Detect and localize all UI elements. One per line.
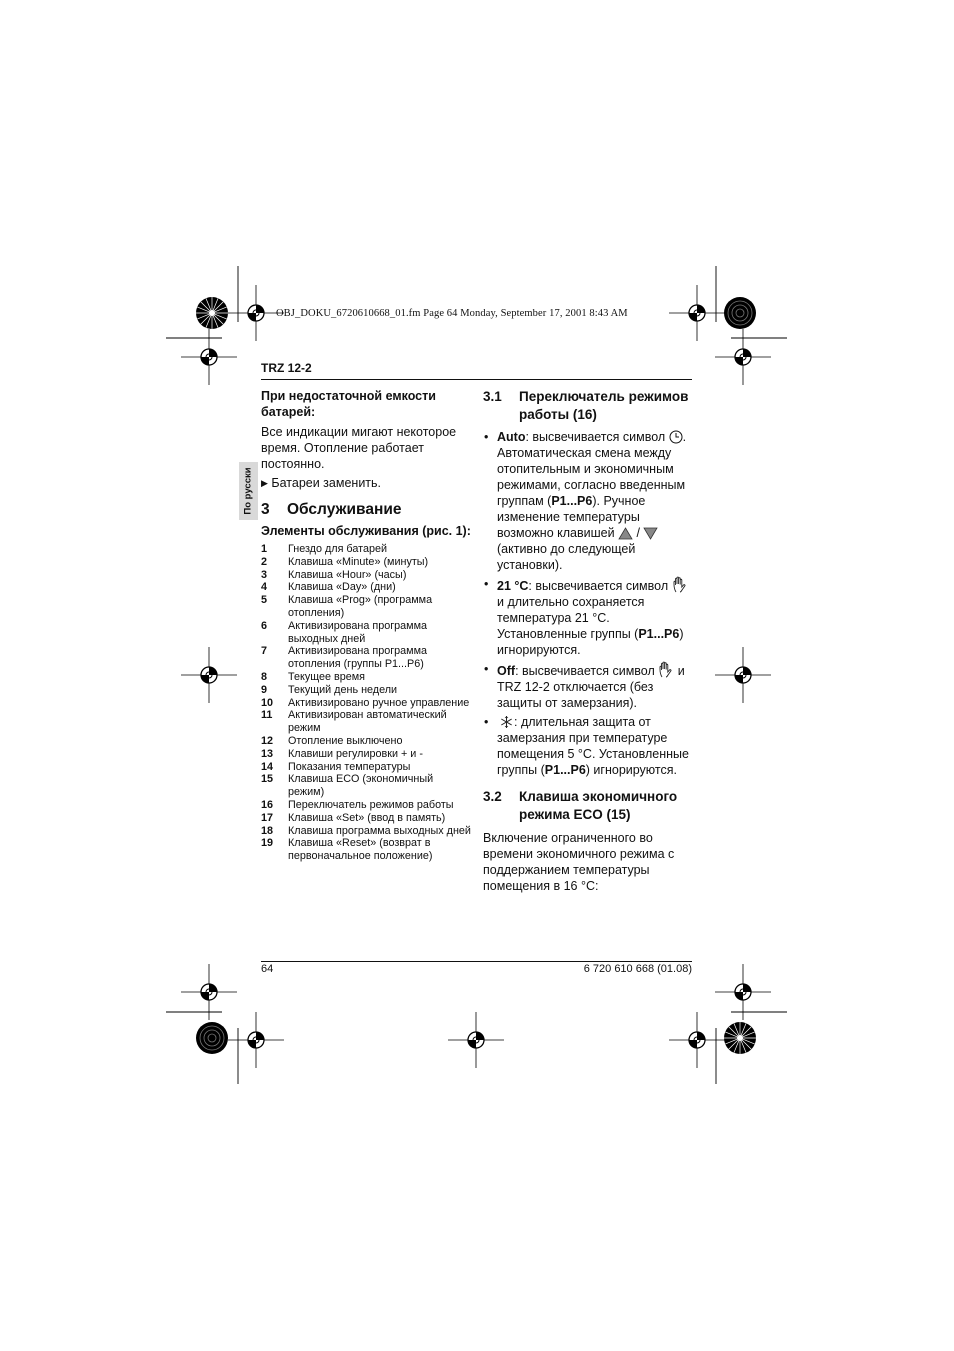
list-item-number: 18 <box>261 824 274 837</box>
list-item-text: Активизировано ручное управление <box>288 696 470 709</box>
mode-auto-item <box>483 429 695 573</box>
page-number: 64 <box>261 963 274 975</box>
language-tab-label: По русски <box>242 467 254 515</box>
list-item <box>261 645 471 671</box>
list-item-number: 3 <box>261 568 268 581</box>
section-3-1-heading <box>483 388 695 424</box>
list-item <box>261 594 471 620</box>
hand-icon <box>658 661 674 678</box>
list-item-text: Текущий день недели <box>288 683 398 696</box>
section-3-2-heading <box>483 788 695 824</box>
list-item-text: Клавиша «Reset» (возврат в первоначальное положение) <box>288 837 433 863</box>
list-item-number: 4 <box>261 581 268 594</box>
c21-label: 21 °C <box>497 579 529 593</box>
battery-action <box>261 475 471 491</box>
list-item <box>261 684 471 697</box>
eco-text: Включение ограниченного во времени экономичного режима с поддержанием температуры помещения в 16 °C: <box>483 831 675 893</box>
list-item-number: 14 <box>261 760 274 773</box>
auto-text-2: . Автоматическая смена между отопительным и экономичным режимами, согласно введенным группам ( <box>497 430 687 508</box>
right-column <box>483 388 695 894</box>
section-3-2-number: 3.2 <box>483 789 502 804</box>
list-item-number: 13 <box>261 747 274 760</box>
list-item-number: 17 <box>261 811 274 824</box>
list-item-number: 6 <box>261 619 268 632</box>
list-item-number: 5 <box>261 594 268 607</box>
list-item-text: Активизирован автоматический режим <box>288 709 447 735</box>
arrow-down-key-icon <box>643 527 658 540</box>
list-item-text: Клавиша «Day» (дни) <box>288 581 396 594</box>
section-title: Обслуживание <box>287 501 402 518</box>
list-item-text: Гнездо для батарей <box>288 543 388 555</box>
list-item <box>261 799 471 812</box>
list-item <box>261 825 471 838</box>
model-header: TRZ 12-2 <box>261 361 312 375</box>
hand-icon <box>672 576 688 593</box>
list-item-text: Активизирована программа выходных дней <box>288 619 428 645</box>
snowflake-icon <box>499 715 514 729</box>
list-item <box>261 556 471 569</box>
section-3-2-title: Клавиша экономичного режима ECO (15) <box>519 789 678 822</box>
c21-text-1: : высвечивается символ <box>528 579 672 593</box>
list-item <box>261 569 471 582</box>
list-item-number: 10 <box>261 696 274 709</box>
list-item <box>261 812 471 825</box>
mode-21c-item <box>483 576 695 658</box>
list-item <box>261 671 471 684</box>
list-item-number: 8 <box>261 670 268 683</box>
auto-label: Auto <box>497 430 526 444</box>
controls-heading: Элементы обслуживания (рис. 1): <box>261 524 471 538</box>
list-item <box>261 773 471 799</box>
list-item-number: 15 <box>261 773 274 786</box>
list-item-number: 9 <box>261 683 268 696</box>
list-item-number: 11 <box>261 709 273 722</box>
list-item-text: Активизирована программа отопления (группы P1...P6) <box>288 645 428 671</box>
list-item-text: Клавиша «Prog» (программа отопления) <box>288 594 433 619</box>
list-item <box>261 735 471 748</box>
arrow-up-key-icon <box>618 527 633 540</box>
list-item-text: Клавиша «Minute» (минуты) <box>288 555 429 568</box>
footer-rule <box>261 961 692 962</box>
controls-list <box>261 543 471 863</box>
battery-text: Все индикации мигают некоторое время. Отопление работает постоянно. <box>261 425 457 471</box>
list-item-text: Отопление выключено <box>288 734 403 747</box>
auto-text-4: / <box>633 526 644 540</box>
list-item <box>261 543 471 556</box>
frost-text-1: : длительная защита от замерзания при температуре помещения 5 °C. Установленные группы ( <box>497 715 689 777</box>
auto-text-5: (активно до следующей установки). <box>497 542 636 572</box>
list-item-number: 19 <box>261 837 274 850</box>
list-item <box>261 748 471 761</box>
section-3-1-number: 3.1 <box>483 389 502 404</box>
list-item-number: 2 <box>261 555 268 568</box>
list-item-text: Клавиша «Hour» (часы) <box>288 568 407 581</box>
section-number: 3 <box>261 501 270 518</box>
battery-heading: При недостаточной емкости батарей: <box>261 389 436 419</box>
clock-icon <box>669 430 683 444</box>
auto-groups: P1...P6 <box>551 494 593 508</box>
doc-number: 6 720 610 668 (01.08) <box>583 963 692 975</box>
mode-off-item <box>483 661 695 711</box>
auto-text-1: : высвечивается символ <box>525 430 669 444</box>
c21-text-3: ) игнорируются. <box>497 627 684 657</box>
arrow-right-icon: ▶ <box>261 478 268 488</box>
list-item-text: Переключатель режимов работы <box>288 798 454 811</box>
battery-action-label: Батареи заменить. <box>271 476 382 490</box>
c21-groups: P1...P6 <box>638 627 680 641</box>
left-column <box>261 388 471 863</box>
list-item-text: Клавиши регулировки + и - <box>288 747 423 760</box>
list-item <box>261 697 471 710</box>
section-3-1-title: Переключатель режимов работы (16) <box>519 389 689 422</box>
off-text-2: и TRZ 12-2 отключается (без защиты от замерзания). <box>497 664 685 710</box>
list-item-number: 12 <box>261 734 274 747</box>
mode-frost-item <box>483 714 695 778</box>
list-item-text: Клавиша ECO (экономичный режим) <box>288 773 434 799</box>
list-item <box>261 709 471 735</box>
list-item-text: Показания температуры <box>288 760 411 773</box>
c21-text-2: и длительно сохраняется температура 21 °C. Установленные группы ( <box>497 595 645 641</box>
frost-text-2: ) игнорируются. <box>585 763 677 777</box>
list-item-number: 16 <box>261 798 274 811</box>
list-item-text: Клавиша «Set» (ввод в память) <box>288 811 446 824</box>
section-3-heading <box>261 502 471 518</box>
list-item <box>261 581 471 594</box>
list-item-number: 1 <box>261 543 268 555</box>
header-rule <box>261 379 692 380</box>
auto-text-3: ). Ручное изменение температуры возможно клавишей <box>497 494 646 540</box>
list-item <box>261 620 471 646</box>
file-slug-line: OBJ_DOKU_6720610668_01.fm Page 64 Monday, September 17, 2001 8:43 AM <box>276 308 628 319</box>
list-item-number: 7 <box>261 645 268 658</box>
list-item <box>261 761 471 774</box>
list-item <box>261 837 471 863</box>
list-item-text: Текущее время <box>288 670 366 683</box>
language-side-tab <box>239 462 258 520</box>
frost-groups: P1...P6 <box>544 763 586 777</box>
list-item-text: Клавиша программа выходных дней <box>288 824 471 837</box>
off-text-1: : высвечивается символ <box>515 664 659 678</box>
off-label: Off <box>497 664 516 678</box>
